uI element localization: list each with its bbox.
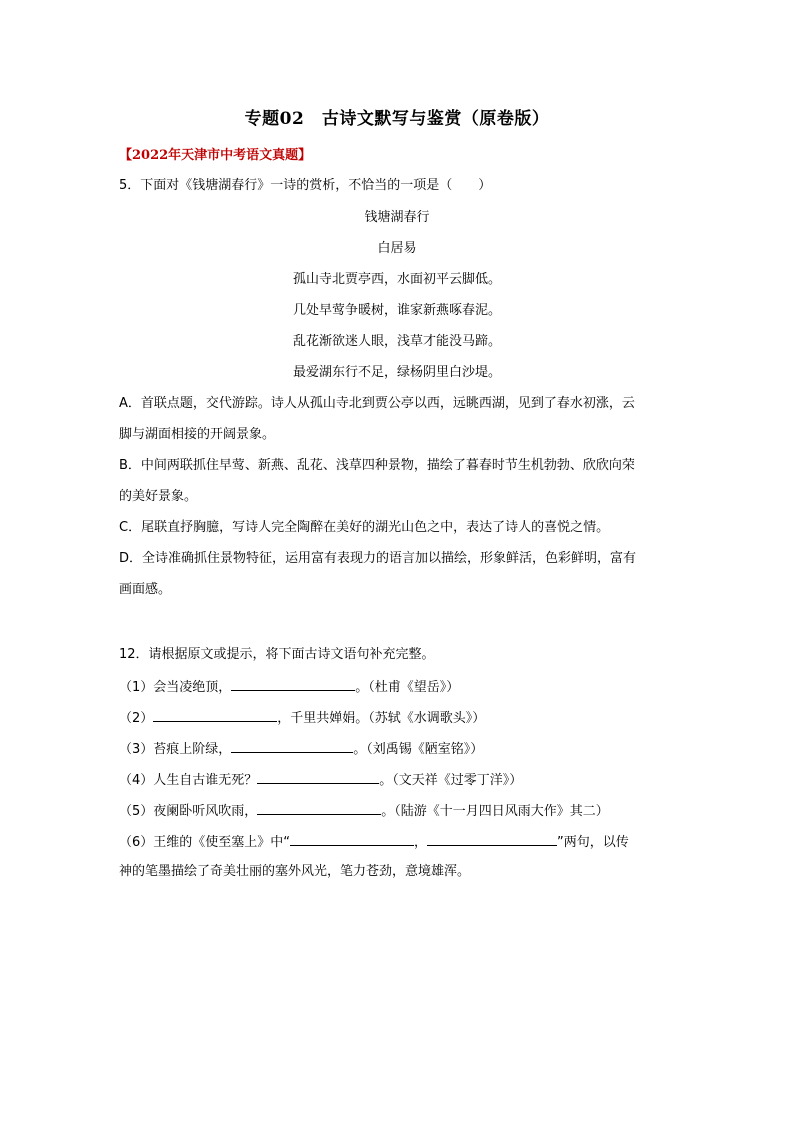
- fill-prompt: （3）苔痕上阶绿，: [119, 742, 232, 757]
- option-a-cont: 脚与湖面相接的开阔景象。: [119, 427, 276, 442]
- fill-source: 。（文天祥《过零丁洋》）: [379, 773, 523, 788]
- poem-line: 孤山寺北贾亭西，水面初平云脚低。: [292, 272, 501, 287]
- fill-prompt: （5）夜阑卧听风吹雨，: [119, 804, 258, 819]
- answer-blank: [257, 802, 381, 815]
- fill-prompt: （1）会当凌绝顶，: [119, 680, 232, 695]
- answer-blank: [257, 771, 379, 784]
- answer-blank: [231, 740, 353, 753]
- poem-line: 几处早莺争暖树，谁家新燕啄春泥。: [292, 303, 501, 318]
- fill-source: ，千里共婵娟。（苏轼《水调歌头》）: [277, 711, 486, 726]
- option-d: D．全诗准确抓住景物特征，运用富有表现力的语言加以描绘，形象鲜活，色彩鲜明，富有: [119, 551, 637, 566]
- fill-source: 。（陆游《十一月四日风雨大作》其二）: [381, 804, 609, 819]
- poem-line: 乱花渐欲迷人眼，浅草才能没马蹄。: [292, 334, 501, 349]
- answer-blank: [231, 678, 355, 691]
- option-b: B．中间两联抓住早莺、新燕、乱花、浅草四种景物，描绘了暮春时节生机勃勃、欣欣向荣: [119, 458, 635, 473]
- answer-blank: [153, 709, 277, 722]
- fill-item-2: [119, 709, 485, 727]
- fill-source: 。（刘禹锡《陋室铭》）: [353, 742, 484, 757]
- fill-separator: ，: [414, 835, 428, 850]
- option-d-cont: 画面感。: [119, 582, 172, 597]
- poem-author: 白居易: [377, 241, 417, 256]
- question-12-stem: 12．请根据原文或提示，将下面古诗文语句补充完整。: [119, 647, 435, 662]
- section-tag: 【2022年天津市中考语文真题】: [119, 148, 312, 163]
- fill-item-4: [119, 771, 522, 789]
- page-title: 专题02 古诗文默写与鉴赏（原卷版）: [244, 109, 550, 129]
- fill-item-6-cont: 神的笔墨描绘了奇美壮丽的塞外风光，笔力苍劲，意境雄浑。: [119, 864, 471, 879]
- option-a: A．首联点题，交代游踪。诗人从孤山寺北到贾公亭以西，远眺西湖，见到了春水初涨，云: [119, 396, 635, 411]
- poem-title: 钱塘湖春行: [364, 210, 430, 225]
- poem-line: 最爱湖东行不足，绿杨阴里白沙堤。: [292, 365, 501, 380]
- fill-source: ”两句，以传: [557, 835, 629, 850]
- question-5-stem: 5．下面对《钱塘湖春行》一诗的赏析，不恰当的一项是（ ）: [119, 178, 492, 193]
- answer-blank: [290, 833, 414, 846]
- fill-prompt: （2）: [119, 711, 154, 726]
- fill-prompt: （6）王维的《使至塞上》中“: [119, 835, 291, 850]
- fill-item-1: [119, 678, 459, 696]
- fill-source: 。（杜甫《望岳》）: [355, 680, 460, 695]
- option-c: C．尾联直抒胸臆，写诗人完全陶醉在美好的湖光山色之中，表达了诗人的喜悦之情。: [119, 520, 610, 535]
- fill-item-5: [119, 802, 609, 820]
- fill-item-6: [119, 833, 629, 851]
- fill-prompt: （4）人生自古谁无死？: [119, 773, 258, 788]
- fill-item-3: [119, 740, 483, 758]
- option-b-cont: 的美好景象。: [119, 489, 198, 504]
- answer-blank: [427, 833, 557, 846]
